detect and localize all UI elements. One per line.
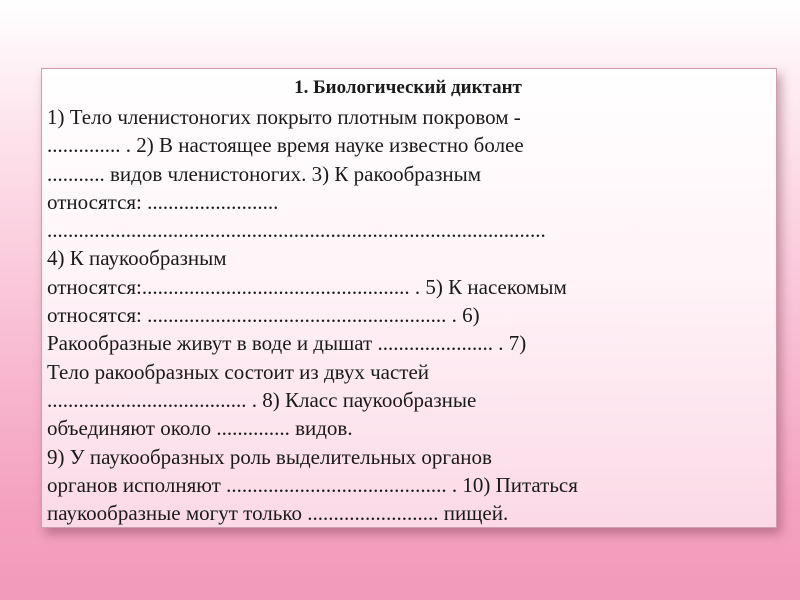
text-line: относятся:................................................... . 5) К насекомым [47, 274, 567, 299]
text-line: паукообразные могут только ......................... пищей. [47, 501, 509, 526]
text-line: относятся: ......................................................... . 6) [47, 303, 480, 328]
text-line: органов исполняют .......................................... . 10) Питаться [47, 472, 578, 497]
text-line: 4) К паукообразным [47, 246, 227, 271]
text-line: Ракообразные живут в воде и дышат ...................... . 7) [47, 331, 527, 356]
text-line: 9) У паукообразных роль выделительных органов [47, 444, 492, 469]
dictation-text [47, 103, 787, 527]
text-line: Тело ракообразных состоит из двух частей [47, 359, 430, 384]
slide-title: 1. Биологический диктант [294, 77, 522, 98]
text-line: ...................................... . 8) Класс паукообразные [47, 387, 477, 412]
text-line: ............................................................................................... [47, 218, 546, 243]
text-line: 1) Тело членистоногих покрыто плотным покровом - [47, 105, 521, 129]
text-line: относятся: ......................... [47, 189, 279, 214]
text-line: объединяют около .............. видов. [47, 416, 353, 441]
text-line: .............. . 2) В настоящее время науке известно более [47, 133, 524, 158]
text-line: ........... видов членистоногих. 3) К ракообразным [47, 161, 482, 186]
